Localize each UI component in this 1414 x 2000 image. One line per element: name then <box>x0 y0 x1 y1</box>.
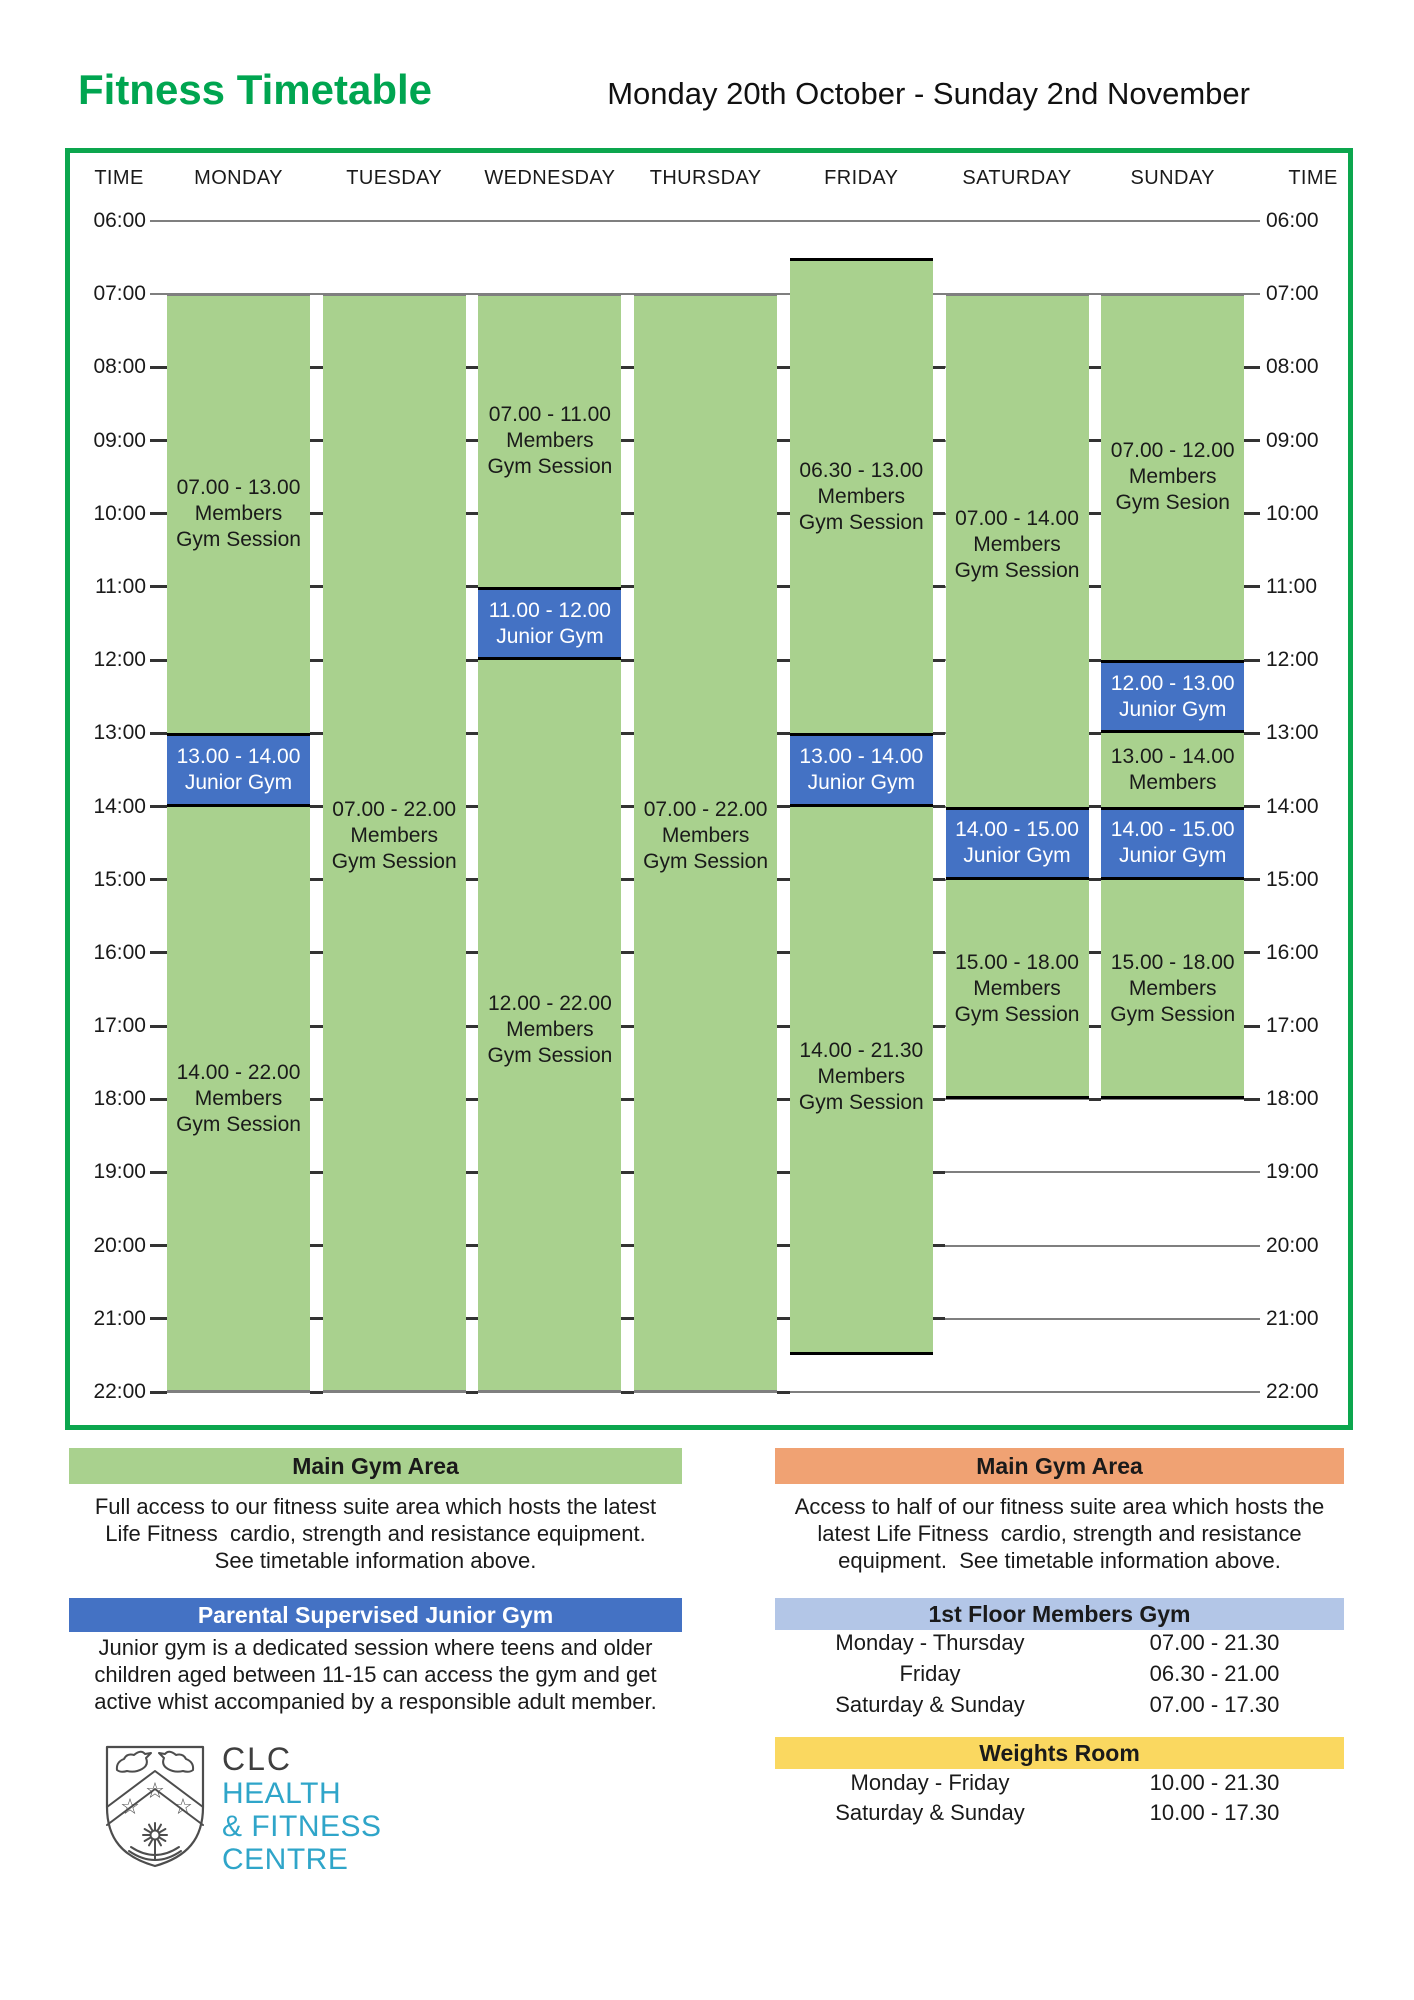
axis-tick <box>150 439 167 442</box>
axis-tick <box>777 878 790 881</box>
legend-text-line: See timetable information above. <box>214 1548 537 1573</box>
time-label-left: 08:00 <box>93 355 146 379</box>
time-label-right: 11:00 <box>1266 574 1317 598</box>
axis-tick <box>150 659 167 662</box>
axis-tick <box>310 805 323 808</box>
axis-tick <box>621 1098 634 1101</box>
session-label: 07.00 - 11.00 Members Gym Session <box>487 402 613 478</box>
axis-tick <box>310 585 323 588</box>
session-label: 13.00 - 14.00 Members <box>1110 744 1235 794</box>
axis-title-time-left: TIME <box>94 167 144 189</box>
time-label-left: 22:00 <box>93 1380 146 1403</box>
session-label: 14.00 - 21.30 Members Gym Session <box>798 1039 924 1115</box>
time-label-right: 12:00 <box>1266 648 1319 672</box>
axis-tick <box>1244 512 1260 515</box>
time-label-right: 17:00 <box>1266 1014 1319 1038</box>
time-label-left: 18:00 <box>93 1087 146 1111</box>
axis-tick <box>150 366 167 369</box>
axis-tick <box>621 439 634 442</box>
axis-tick <box>1089 366 1102 369</box>
time-label-right: 22:00 <box>1266 1380 1319 1403</box>
axis-tick <box>1244 439 1260 442</box>
axis-tick <box>466 366 479 369</box>
session-label: 12.00 - 13.00 Junior Gym <box>1110 671 1235 721</box>
axis-tick <box>777 732 790 735</box>
hours-row <box>775 1661 1344 1692</box>
axis-tick <box>1244 1025 1260 1028</box>
axis-tick <box>1089 732 1102 735</box>
axis-tick <box>1244 951 1260 954</box>
axis-tick <box>777 1317 790 1320</box>
axis-tick <box>466 1244 479 1247</box>
session-label: 07.00 - 22.00 Members Gym Session <box>643 797 769 873</box>
axis-tick <box>310 732 323 735</box>
time-label-right: 13:00 <box>1266 721 1319 745</box>
axis-tick <box>466 659 479 662</box>
hours-time: 06.30 - 21.00 <box>1149 1661 1280 1686</box>
axis-tick <box>777 585 790 588</box>
day-header-saturday: SATURDAY <box>962 167 1072 189</box>
time-label-left: 09:00 <box>93 428 146 452</box>
axis-tick <box>1089 878 1102 881</box>
axis-tick <box>310 1025 323 1028</box>
axis-tick <box>777 439 790 442</box>
legend-main-gym-half-header: Main Gym Area <box>775 1448 1344 1484</box>
axis-tick <box>933 951 946 954</box>
axis-tick <box>466 585 479 588</box>
axis-tick <box>933 1025 946 1028</box>
time-label-left: 13:00 <box>93 721 146 745</box>
legend-text-line: Full access to our fitness suite area which hosts the latest <box>94 1494 657 1519</box>
axis-tick <box>621 512 634 515</box>
axis-tick <box>150 585 167 588</box>
time-label-left: 10:00 <box>93 501 146 525</box>
time-label-right: 09:00 <box>1266 428 1319 452</box>
legend-text-line: equipment. See timetable information above. <box>838 1548 1281 1573</box>
time-label-right: 14:00 <box>1266 794 1319 818</box>
axis-tick <box>150 1391 167 1394</box>
axis-tick <box>933 805 946 808</box>
time-label-right: 21:00 <box>1266 1306 1319 1330</box>
time-label-right: 16:00 <box>1266 940 1319 964</box>
axis-tick <box>310 1317 323 1320</box>
session-label: 11.00 - 12.00 Junior Gym <box>488 598 611 648</box>
axis-tick <box>777 805 790 808</box>
axis-tick <box>310 439 323 442</box>
time-label-right: 20:00 <box>1266 1233 1319 1257</box>
legend-junior-gym-header: Parental Supervised Junior Gym <box>69 1598 682 1632</box>
axis-tick <box>1089 512 1102 515</box>
hours-time: 10.00 - 17.30 <box>1149 1800 1280 1825</box>
axis-tick <box>150 1244 167 1247</box>
time-label-left: 12:00 <box>93 648 146 672</box>
session-label: 14.00 - 15.00 Junior Gym <box>955 818 1079 868</box>
day-header-sunday: SUNDAY <box>1130 167 1215 189</box>
time-label-left: 07:00 <box>93 282 146 306</box>
session-label: 07.00 - 12.00 Members Gym Sesion <box>1110 439 1235 515</box>
axis-tick <box>933 878 946 881</box>
hours-time: 10.00 - 21.30 <box>1149 1770 1280 1795</box>
first-floor-hours-table <box>775 1630 1344 1723</box>
time-label-right: 15:00 <box>1266 867 1319 891</box>
star-icon: ☆ <box>173 1795 193 1820</box>
axis-tick <box>933 1171 946 1174</box>
legend-main-gym-half-text <box>775 1493 1344 1574</box>
session-label: 15.00 - 18.00 Members Gym Session <box>1110 951 1236 1027</box>
axis-tick <box>777 951 790 954</box>
shield-crest-icon <box>103 1743 207 1873</box>
axis-tick <box>933 659 946 662</box>
day-header-wednesday: WEDNESDAY <box>484 167 616 189</box>
axis-tick <box>150 951 167 954</box>
time-label-left: 06:00 <box>93 209 146 232</box>
time-label-right: 10:00 <box>1266 501 1319 525</box>
hours-row <box>775 1800 1344 1830</box>
hours-days: Monday - Friday <box>850 1770 1010 1795</box>
first-floor-gym-header: 1st Floor Members Gym <box>775 1598 1344 1630</box>
axis-tick <box>466 732 479 735</box>
axis-tick <box>621 1391 634 1394</box>
axis-tick <box>150 1171 167 1174</box>
axis-tick <box>621 585 634 588</box>
session-label: 06.30 - 13.00 Members Gym Session <box>798 458 924 534</box>
axis-tick <box>310 878 323 881</box>
page-title: Fitness Timetable <box>78 66 433 113</box>
hours-days: Saturday & Sunday <box>835 1692 1025 1717</box>
hours-days: Friday <box>899 1661 961 1686</box>
axis-tick <box>777 1244 790 1247</box>
clc-logo-text <box>222 1741 382 1876</box>
time-label-left: 19:00 <box>93 1160 146 1184</box>
legend-text-line: active whist accompanied by a responsible adult member. <box>94 1689 657 1714</box>
axis-tick <box>150 1025 167 1028</box>
axis-tick <box>621 659 634 662</box>
axis-tick <box>1244 366 1260 369</box>
axis-tick <box>466 439 479 442</box>
legend-junior-gym-text <box>69 1634 682 1715</box>
axis-tick <box>1244 805 1260 808</box>
axis-tick <box>621 1171 634 1174</box>
axis-tick <box>777 1391 790 1394</box>
axis-tick <box>777 366 790 369</box>
hours-days: Monday - Thursday <box>835 1630 1025 1655</box>
axis-tick <box>1244 659 1260 662</box>
axis-tick <box>1089 805 1102 808</box>
axis-tick <box>777 512 790 515</box>
hours-time: 07.00 - 17.30 <box>1149 1692 1280 1717</box>
axis-tick <box>777 659 790 662</box>
weights-room-header: Weights Room <box>775 1737 1344 1769</box>
axis-tick <box>1089 659 1102 662</box>
axis-tick <box>621 732 634 735</box>
axis-tick <box>777 1098 790 1101</box>
axis-tick <box>1089 585 1102 588</box>
axis-tick <box>466 1317 479 1320</box>
time-label-left: 17:00 <box>93 1014 146 1038</box>
axis-tick <box>466 1025 479 1028</box>
axis-tick <box>621 878 634 881</box>
legend-text-line: Junior gym is a dedicated session where teens and older <box>98 1635 653 1660</box>
axis-tick <box>1244 585 1260 588</box>
axis-tick <box>466 878 479 881</box>
axis-tick <box>621 1025 634 1028</box>
axis-tick <box>621 951 634 954</box>
day-header-monday: MONDAY <box>194 167 283 189</box>
hours-row <box>775 1630 1344 1661</box>
time-label-left: 20:00 <box>93 1233 146 1257</box>
axis-tick <box>933 1244 946 1247</box>
clc-crest-logo <box>103 1743 207 1878</box>
axis-tick <box>777 1025 790 1028</box>
axis-tick <box>933 732 946 735</box>
axis-tick <box>310 1171 323 1174</box>
time-label-right: 06:00 <box>1266 209 1319 232</box>
axis-tick <box>310 366 323 369</box>
session-label: 13.00 - 14.00 Junior Gym <box>176 744 301 794</box>
axis-tick <box>933 1317 946 1320</box>
axis-tick <box>150 878 167 881</box>
logo-line: HEALTH <box>222 1777 342 1810</box>
axis-tick <box>621 805 634 808</box>
axis-tick <box>466 1391 479 1394</box>
axis-tick <box>1089 951 1102 954</box>
logo-line: & FITNESS <box>222 1810 382 1843</box>
axis-tick <box>933 439 946 442</box>
time-label-right: 08:00 <box>1266 355 1319 379</box>
hours-time: 07.00 - 21.30 <box>1149 1630 1280 1655</box>
legend-text-line: Access to half of our fitness suite area which hosts the <box>794 1494 1325 1519</box>
date-range: Monday 20th October - Sunday 2nd November <box>607 76 1250 111</box>
axis-tick <box>150 1098 167 1101</box>
axis-tick <box>1089 1025 1102 1028</box>
axis-tick <box>1089 1098 1102 1101</box>
axis-title-time-right: TIME <box>1288 167 1338 189</box>
star-icon: ☆ <box>120 1795 140 1820</box>
star-icon: ☆ <box>145 1779 165 1804</box>
axis-tick <box>466 951 479 954</box>
axis-tick <box>1089 439 1102 442</box>
hours-row <box>775 1692 1344 1723</box>
axis-tick <box>310 659 323 662</box>
day-header-tuesday: TUESDAY <box>346 167 443 189</box>
time-label-left: 15:00 <box>93 867 146 891</box>
axis-tick <box>933 1098 946 1101</box>
axis-tick <box>466 1171 479 1174</box>
axis-tick <box>150 512 167 515</box>
axis-tick <box>310 1098 323 1101</box>
session-label: 07.00 - 14.00 Members Gym Session <box>954 507 1080 583</box>
axis-tick <box>310 1391 323 1394</box>
session-label: 07.00 - 13.00 Members Gym Session <box>176 475 301 551</box>
axis-tick <box>150 1317 167 1320</box>
session-label: 14.00 - 15.00 Junior Gym <box>1110 818 1235 868</box>
axis-tick <box>310 512 323 515</box>
hours-days: Saturday & Sunday <box>835 1800 1025 1825</box>
legend-text-line: Life Fitness cardio, strength and resistance equipment. <box>105 1521 646 1546</box>
session-label: 07.00 - 22.00 Members Gym Session <box>331 797 457 873</box>
axis-tick <box>466 805 479 808</box>
time-label-right: 07:00 <box>1266 282 1319 306</box>
session-label: 14.00 - 22.00 Members Gym Session <box>176 1061 301 1137</box>
logo-org-name: CLC <box>222 1741 293 1777</box>
time-label-left: 11:00 <box>95 574 146 598</box>
session-label: 12.00 - 22.00 Members Gym Session <box>487 991 613 1067</box>
time-label-right: 18:00 <box>1266 1087 1319 1111</box>
axis-tick <box>310 951 323 954</box>
axis-tick <box>1244 732 1260 735</box>
axis-tick <box>933 366 946 369</box>
weights-room-hours-table <box>775 1770 1344 1830</box>
axis-tick <box>777 1171 790 1174</box>
time-label-left: 14:00 <box>93 794 146 818</box>
legend-text-line: latest Life Fitness cardio, strength and resistance <box>817 1521 1302 1546</box>
axis-tick <box>150 805 167 808</box>
hour-gridline <box>150 220 1260 222</box>
time-label-left: 21:00 <box>93 1306 146 1330</box>
axis-tick <box>150 732 167 735</box>
axis-tick <box>466 512 479 515</box>
hours-row <box>775 1770 1344 1800</box>
session-label: 13.00 - 14.00 Junior Gym <box>799 744 924 794</box>
axis-tick <box>466 1098 479 1101</box>
axis-tick <box>1244 1098 1260 1101</box>
axis-tick <box>933 585 946 588</box>
legend-text-line: children aged between 11-15 can access the gym and get <box>94 1662 657 1687</box>
day-header-friday: FRIDAY <box>824 167 899 189</box>
axis-tick <box>310 1244 323 1247</box>
time-label-right: 19:00 <box>1266 1160 1319 1184</box>
axis-tick <box>621 366 634 369</box>
logo-line: CENTRE <box>222 1843 349 1876</box>
axis-tick <box>621 1244 634 1247</box>
legend-main-gym-full-header: Main Gym Area <box>69 1448 682 1484</box>
axis-tick <box>621 1317 634 1320</box>
legend-main-gym-full-text <box>69 1493 682 1574</box>
time-label-left: 16:00 <box>93 940 146 964</box>
session-label: 15.00 - 18.00 Members Gym Session <box>954 951 1080 1027</box>
axis-tick <box>1244 878 1260 881</box>
axis-tick <box>933 512 946 515</box>
day-header-thursday: THURSDAY <box>649 167 762 189</box>
